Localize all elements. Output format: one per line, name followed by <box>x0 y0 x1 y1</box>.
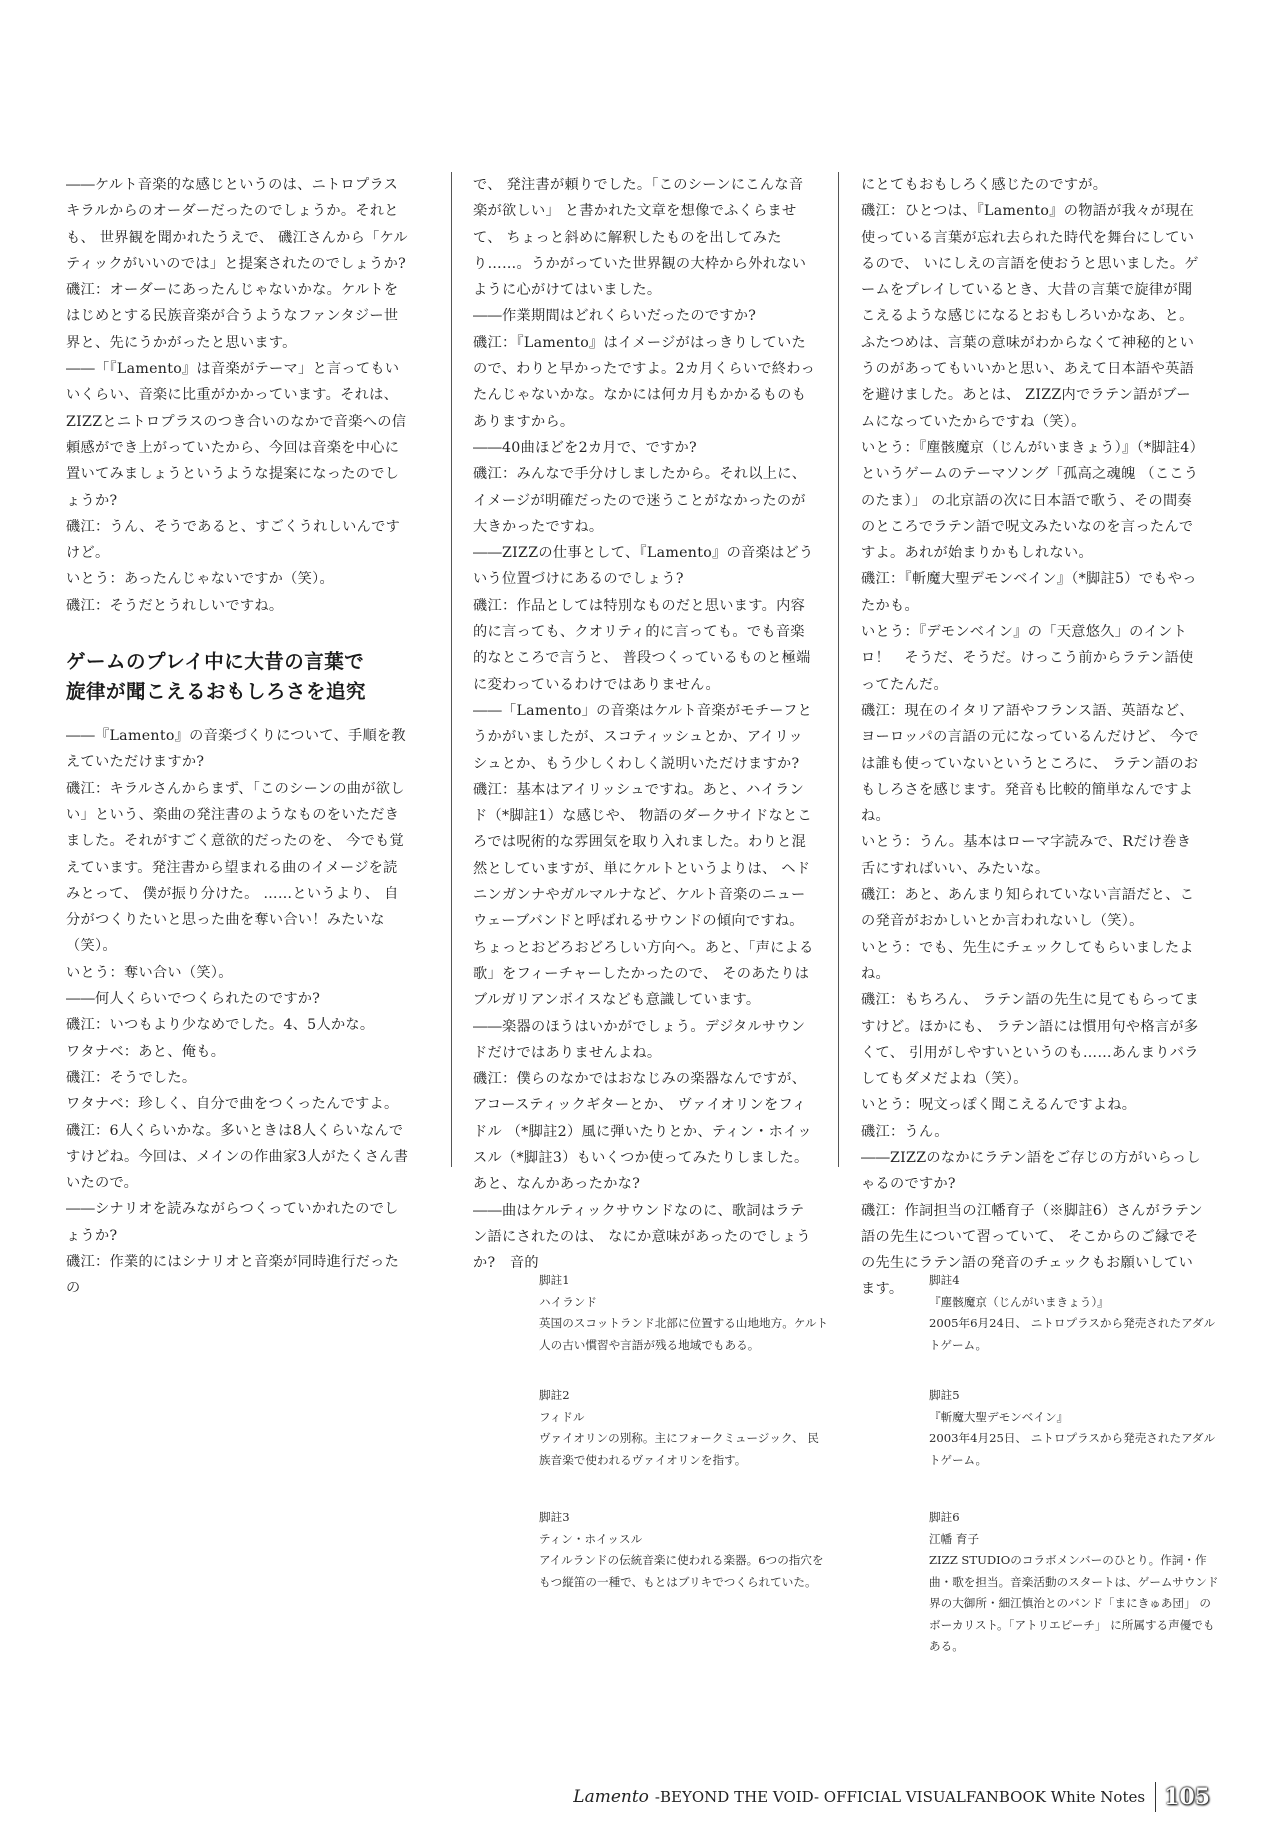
footnote-label: 脚註6 <box>929 1510 960 1524</box>
footnote <box>539 1385 829 1471</box>
page-footer <box>573 1782 1210 1812</box>
paragraph: ――シナリオを読みながらつくっていかれたのでしょうか? <box>66 1201 399 1244</box>
paragraph: いとう：呪文っぽく聞こえるんですよね。 <box>861 1097 1137 1114</box>
footnote <box>929 1507 1219 1658</box>
paragraph: ――「『Lamento』は音楽がテーマ」と言ってもいいくらい、音楽に比重がかかっています。それは、 ZIZZとニトロプラスのつき合いのなかで音楽への信頼感ができ上がっていたから、今回は音楽を中心に置いてみましょうというような提案になったのでしょうか? <box>66 361 407 509</box>
footnote-label: 脚註3 <box>539 1510 570 1524</box>
paragraph: 磯江：作業的にはシナリオと音楽が同時進行だったの <box>66 1253 400 1297</box>
paragraph: いとう：奪い合い（笑）。 <box>66 964 233 981</box>
paragraph: 磯江：作詞担当の江幡育子（※脚註6）さんがラテン語の先生について習っていて、 そこからのご縁でその先生にラテン語の発音のチェックもお願いしています。 <box>861 1202 1203 1298</box>
paragraph: ――作業期間はどれくらいだったのですか? <box>473 308 757 325</box>
footnote-text: 英国のスコットランド北部に位置する山地地方。ケルト人の古い慣習や言語が残る地域でもある。 <box>539 1316 829 1352</box>
footer-divider <box>1155 1782 1156 1812</box>
paragraph: 磯江：オーダーにあったんじゃないかな。ケルトをはじめとする民族音楽が合うようなファンタジー世界と、先にうかがったと思います。 <box>66 282 399 351</box>
footnote-text: ヴァイオリンの別称。主にフォークミュージック、 民族音楽で使われるヴァイオリンを指す。 <box>539 1431 819 1467</box>
footnote-term: 江幡 育子 <box>929 1531 980 1546</box>
paragraph: 磯江：うん、そうであると、すごくうれしいんですけど。 <box>66 518 401 562</box>
paragraph: いとう：あったんじゃないですか（笑）。 <box>66 571 335 588</box>
paragraph: 磯江：いつもより少なめでした。4、5人かな。 <box>66 1017 375 1034</box>
section-heading-line: ゲームのプレイ中に大昔の言葉で <box>66 650 365 674</box>
footnote <box>929 1270 1219 1356</box>
paragraph: 磯江：『Lamento』はイメージがはっきりしていたので、わりと早かったですよ。2カ月くらいで終わったんじゃないかな。なかには何カ月もかかるものもありますから。 <box>473 334 816 430</box>
paragraph: いとう：うん。基本はローマ字読みで、Rだけ巻き舌にすればいい、みたいな。 <box>861 834 1192 877</box>
paragraph: ――『Lamento』の音楽づくりについて、手順を教えていただけますか? <box>66 728 406 771</box>
column-divider <box>838 172 839 1167</box>
footnote-text: アイルランドの伝統音楽に使われる楽器。6つの指穴をもつ縦笛の一種で、もとはブリキでつくられていた。 <box>539 1553 824 1589</box>
article-column-2 <box>473 172 817 1276</box>
paragraph: いとう：でも、先生にチェックしてもらいましたよね。 <box>861 939 1194 982</box>
footnote-label: 脚註5 <box>929 1388 960 1402</box>
paragraph: ――楽器のほうはいかがでしょう。デジタルサウンドだけではありませんよね。 <box>473 1018 806 1061</box>
paragraph: 磯江：うん。 <box>861 1123 949 1140</box>
article-column-1 <box>66 172 410 1302</box>
section-heading <box>66 647 410 707</box>
paragraph: 磯江：そうでした。 <box>66 1069 197 1086</box>
footnote-text: ZIZZ STUDIOのコラボメンバーのひとり。作詞・作曲・歌を担当。音楽活動のスタートは、ゲームサウンド界の大御所・細江慎治とのバンド「まにきゅあ団」 のボーカリスト。「アトリエピーチ」 に所属する声優でもある。 <box>929 1553 1219 1653</box>
lamento-logo: Lamento <box>573 1787 649 1807</box>
paragraph: ワタナベ：珍しく、自分で曲をつくったんですよ。 <box>66 1096 399 1113</box>
footnote-term: 『塵骸魔京（じんがいまきょう）』 <box>929 1294 1109 1309</box>
paragraph: 磯江：あと、あんまり知られていない言語だと、この発音がおかしいとか言われないし（笑）。 <box>861 887 1195 930</box>
section-heading-line: 旋律が聞こえるおもしろさを追究 <box>66 680 367 704</box>
footnote-text: 2005年6月24日、 ニトロプラスから発売されたアダルトゲーム。 <box>929 1316 1216 1352</box>
footnote-term: ティン・ホイッスル <box>539 1531 643 1546</box>
paragraph: 磯江：みんなで手分けしましたから。それ以上に、イメージが明確だったので迷うことがなかったのが大きかったですね。 <box>473 466 807 535</box>
paragraph: 磯江：『斬魔大聖デモンベイン』（*脚註5）でもやったかも。 <box>861 571 1197 614</box>
paragraph: 磯江：基本はアイリッシュですね。あと、ハイランド（*脚註1）な感じや、 物語のダークサイドなところでは呪術的な雰囲気を取り入れました。わりと混然としていますが、単にケルトというよりは、 ヘドニンガンナやガルマルナなど、ケルト音楽のニューウェーブバンドと呼ばれるサウンドの傾向ですね。ちょっとおどろおどろしい方向へ。あと、「声による歌」をフィーチャーしたかったので、 そのあたりはブルガリアンボイスなども意識しています。 <box>473 781 814 1009</box>
paragraph: ――ZIZZの仕事として、『Lamento』の音楽はどういう位置づけにあるのでしょう? <box>473 545 814 588</box>
paragraph: 磯江：ひとつは、『Lamento』の物語が我々が現在使っている言葉が忘れ去られた時代を舞台にしているので、 いにしえの言語を使おうと思いました。ゲームをプレイしているとき、大昔の言葉で旋律が聞こえるような感じになるとおもしろいかなあ、と。ふたつめは、言葉の意味がわからなくて神秘的というのがあってもいいかと思い、あえて日本語や英語を避けました。あとは、 ZIZZ内でラテン語がブームになっていたからですね（笑）。 <box>861 203 1199 430</box>
paragraph: いとう：『デモンベイン』の「天意悠久」のイントロ！ そうだ、そうだ。けっこう前からラテン語使ってたんだ。 <box>861 624 1194 693</box>
paragraph: 磯江：そうだとうれしいですね。 <box>66 597 284 614</box>
footnote-term: フィドル <box>539 1409 585 1424</box>
article-column-3 <box>861 172 1205 1303</box>
paragraph: 磯江：キラルさんからまず、「このシーンの曲が欲しい」という、楽曲の発注書のようなものをいただきました。それがすごく意欲的だったのを、 今でも覚えています。発注書から望まれる曲のイメージを読みとって、 僕が振り分けた。 ……というより、 自分がつくりたいと思った曲を奪い合い！みたいな（笑）。 <box>66 780 405 955</box>
paragraph: 磯江：僕らのなかではおなじみの楽器なんですが、 アコースティックギターとか、 ヴァイオリンをフィドル （*脚註2）風に弾いたりとか、ティン・ホイッスル（*脚註3）もいくつか使ってみたりしました。あと、なんかあったかな? <box>473 1071 812 1193</box>
paragraph: にとてもおもしろく感じたのですが。 <box>861 177 1108 193</box>
paragraph: ――ケルト音楽的な感じというのは、ニトロプラス キラルからのオーダーだったのでしょうか。それとも、 世界観を聞かれたうえで、 磯江さんから「ケルティックがいいのでは」と提案されたのでしょうか? <box>66 177 408 272</box>
footnote <box>539 1507 829 1593</box>
paragraph: 磯江：もちろん、 ラテン語の先生に見てもらってますけど。ほかにも、 ラテン語には慣用句や格言が多くて、 引用がしやすいというのも……あんまりバラしてもダメだよね（笑）。 <box>861 992 1200 1088</box>
footnote <box>929 1385 1219 1471</box>
page-number: 105 <box>1164 1784 1210 1810</box>
paragraph: 磯江：6人くらいかな。多いときは8人くらいなんですけどね。今回は、メインの作曲家3人がたくさん書いたので。 <box>66 1122 409 1192</box>
paragraph: ――曲はケルティックサウンドなのに、歌詞はラテン語にされたのは、 なにか意味があったのでしょうか? 音的 <box>473 1202 811 1272</box>
footnote-term: ハイランド <box>539 1294 597 1309</box>
paragraph: ――ZIZZのなかにラテン語をご存じの方がいらっしゃるのですか? <box>861 1149 1201 1193</box>
footnote-text: 2003年4月25日、 ニトロプラスから発売されたアダルトゲーム。 <box>929 1431 1216 1467</box>
paragraph: ――何人くらいでつくられたのですか? <box>66 991 321 1008</box>
column-divider <box>451 172 452 1167</box>
book-title: -BEYOND THE VOID- OFFICIAL VISUALFANBOOK White Notes <box>654 1788 1146 1806</box>
paragraph: ――40曲ほどを2カ月で、ですか? <box>473 439 697 456</box>
paragraph: ――「Lamento」の音楽はケルト音楽がモチーフとうかがいましたが、スコティッシュとか、アイリッシュとか、もう少しくわしく説明いただけますか? <box>473 702 813 772</box>
footnote <box>539 1270 829 1356</box>
paragraph: ワタナベ：あと、俺も。 <box>66 1043 226 1060</box>
footnote-label: 脚註2 <box>539 1388 570 1402</box>
footnote-label: 脚註4 <box>929 1273 960 1287</box>
paragraph: いとう：『塵骸魔京（じんがいまきょう）』（*脚註4）というゲームのテーマソング「孤高之魂魄 （ここうのたま）」 の北京語の次に日本語で歌う、その間奏のところでラテン語で呪文みたいなのを言ったんですよ。あれが始まりかもしれない。 <box>861 439 1205 562</box>
footnote-label: 脚註1 <box>539 1273 570 1287</box>
paragraph: で、 発注書が頼りでした。「このシーンにこんな音楽が欲しい」 と書かれた文章を想像でふくらませて、 ちょっと斜めに解釈したものを出してみたり……。うかがっていた世界観の大枠から外れないように心がけてはいました。 <box>473 177 807 299</box>
paragraph: 磯江：作品としては特別なものだと思います。内容的に言っても、クオリティ的に言っても。でも音楽的なところで言うと、 普段つくっているものと極端に変わっているわけではありません。 <box>473 597 811 693</box>
footnote-term: 『斬魔大聖デモンベイン』 <box>929 1409 1069 1424</box>
paragraph: 磯江：現在のイタリア語やフランス語、英語など、ヨーロッパの言語の元になっているんだけど、 今では誰も使っていないというところに、 ラテン語のおもしろさを感じます。発音も比較的簡単なんですよね。 <box>861 702 1199 825</box>
